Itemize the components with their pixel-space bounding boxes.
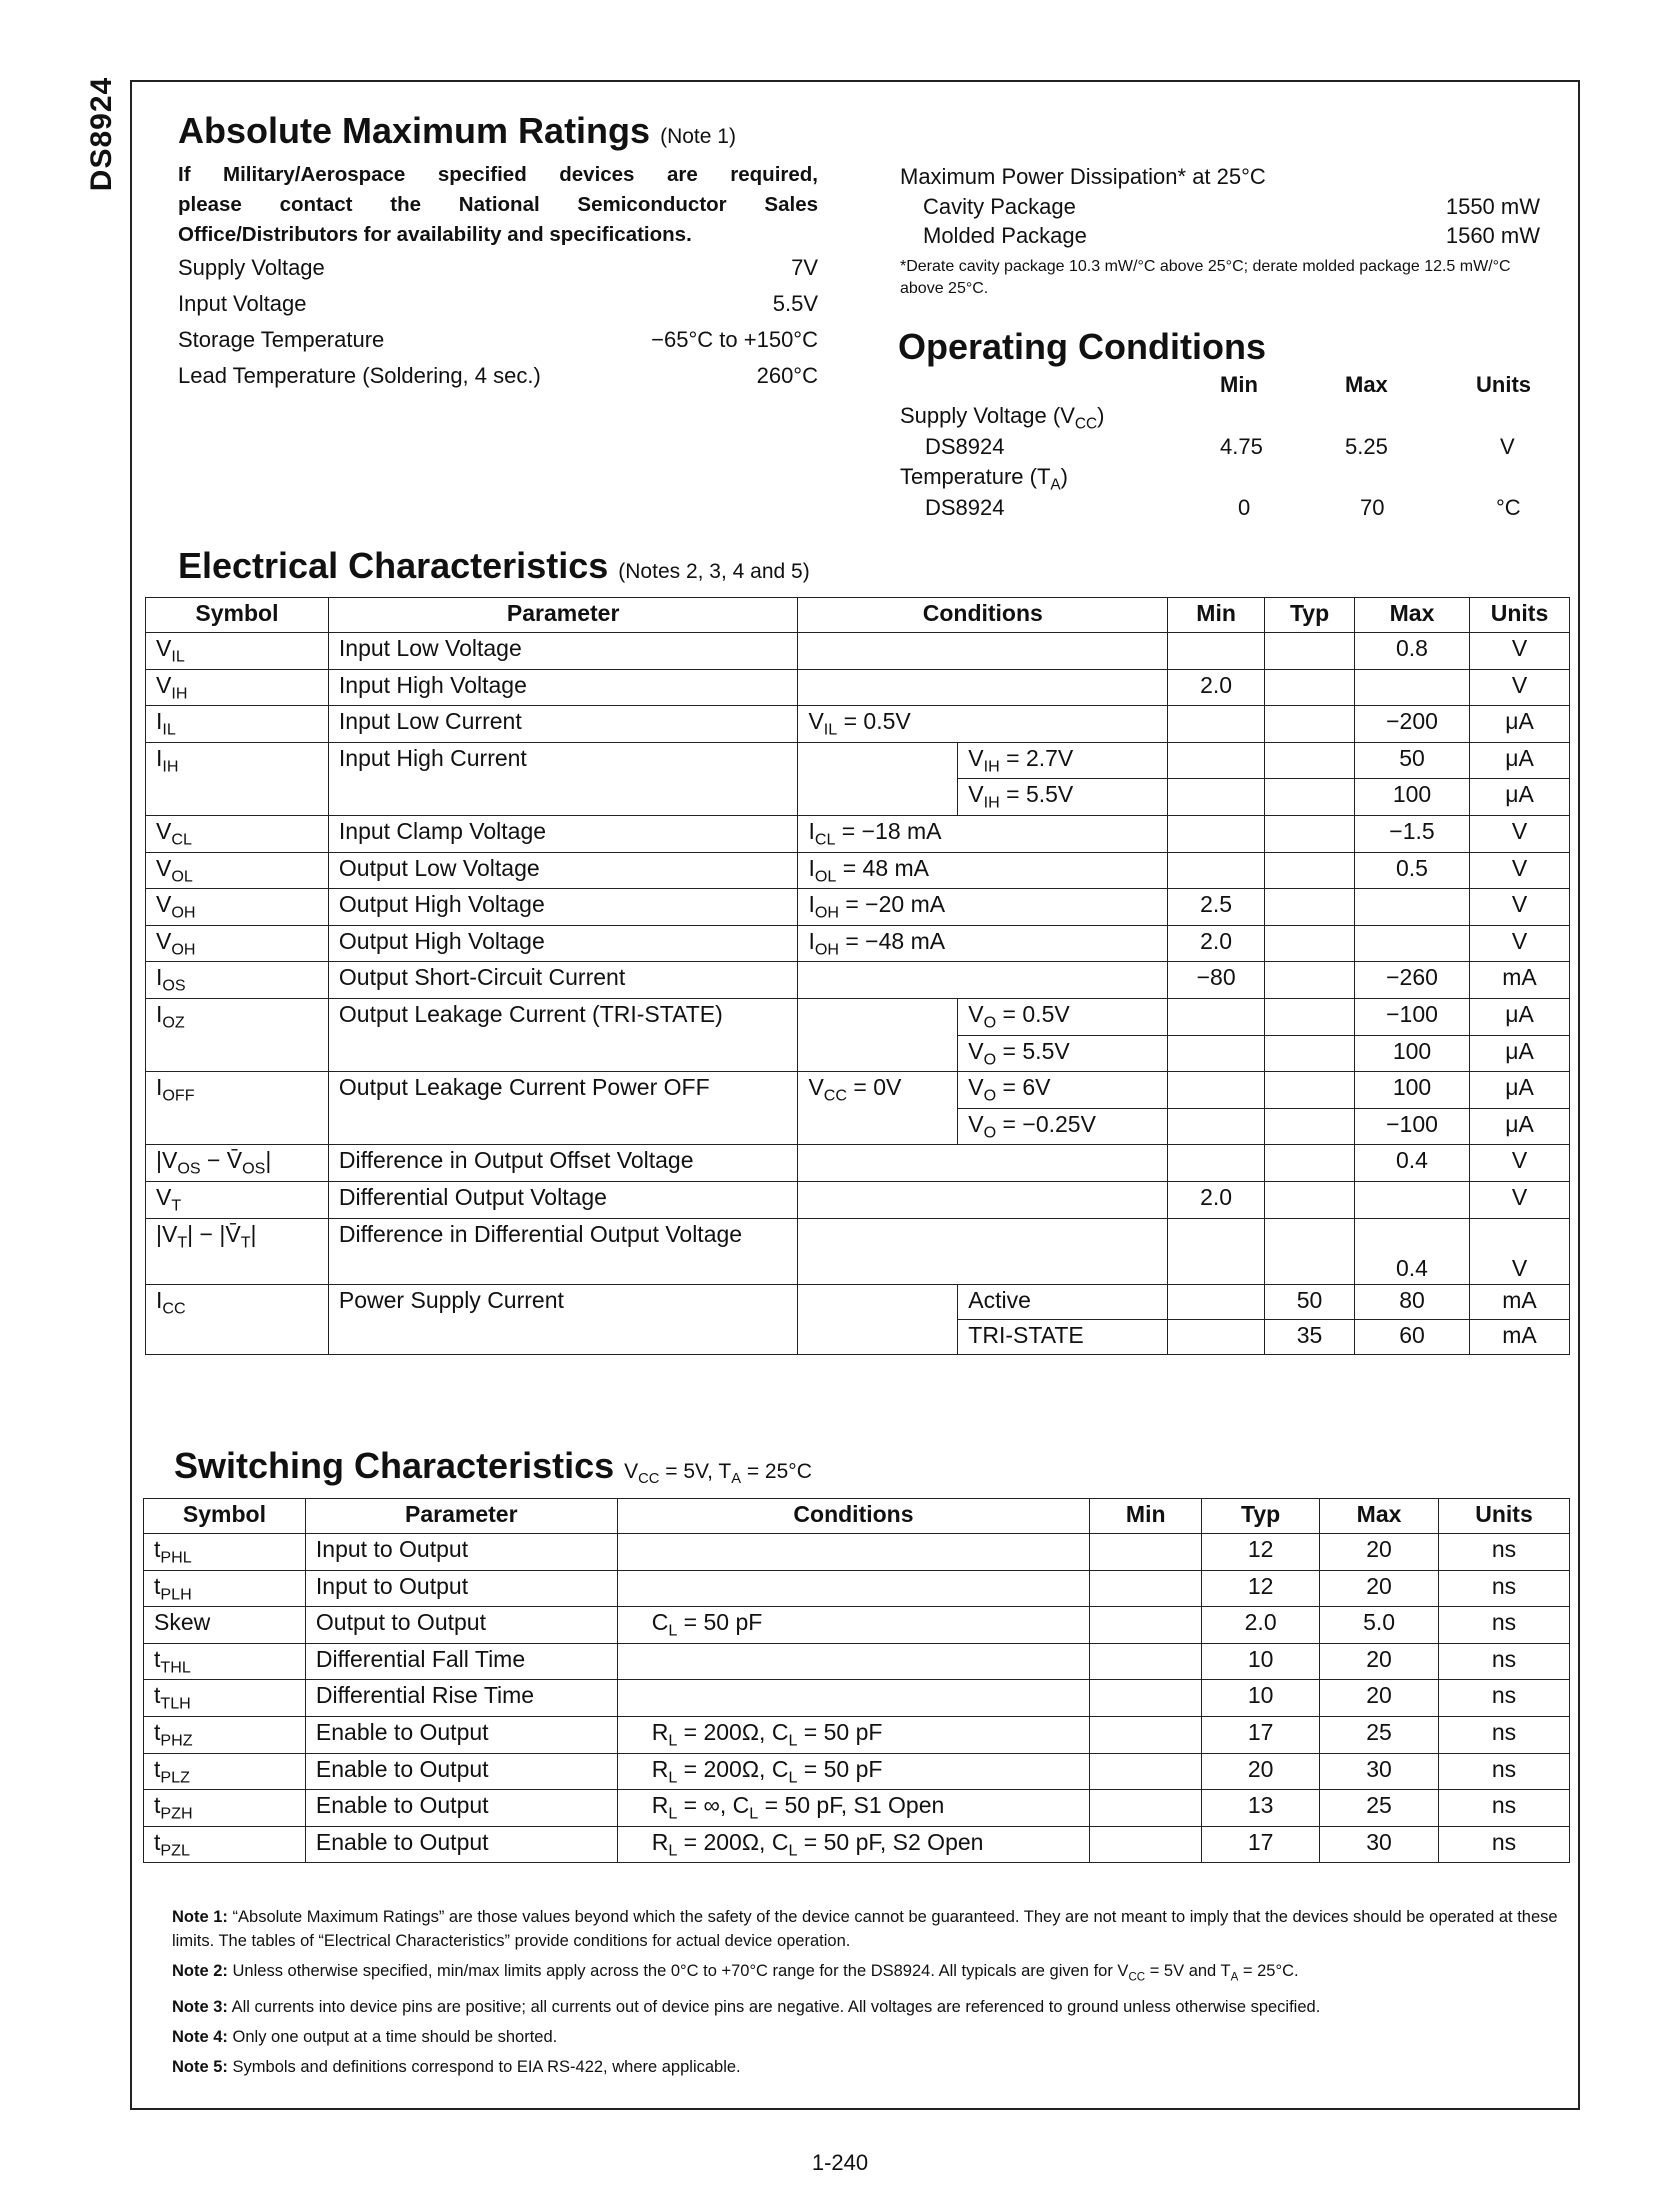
table-row [146, 1284, 1570, 1319]
conditions: $V_{IH} = 5.5V$ [958, 779, 1168, 816]
op-supply-device: DS8924 [925, 434, 1005, 459]
min [1168, 1284, 1265, 1319]
units: μA [1469, 1035, 1569, 1072]
units: ns [1439, 1753, 1570, 1790]
symbol: $t_{PHL}$ [144, 1534, 306, 1571]
table-row [146, 925, 1570, 962]
symbol: $V_T$ [146, 1181, 329, 1218]
units: V [1469, 1145, 1569, 1182]
max [1355, 669, 1470, 706]
sw-h-conditions: Conditions [617, 1499, 1090, 1534]
footnote: Note 2: Unless otherwise specified, min/max limits apply across the 0°C to +70°C range for the DS8924. All typicals are given for $V_{CC} = 5V$ and $T_A = 25^\circ C$. [172, 1962, 1299, 1984]
units: mA [1469, 962, 1569, 999]
typ [1265, 1108, 1355, 1145]
conditions: $V_O = 6V$ [958, 1072, 1168, 1109]
table-row [146, 633, 1570, 670]
units: V [1469, 633, 1569, 670]
max: 30 [1320, 1826, 1439, 1863]
min: 2.0 [1168, 669, 1265, 706]
conditions [798, 1145, 1168, 1182]
ec-h-max: Max [1355, 598, 1470, 633]
table-row [144, 1716, 1570, 1753]
table-row [146, 742, 1570, 779]
amr-heading: Absolute Maximum Ratings (Note 1) [178, 110, 736, 151]
parameter: Input High Current [328, 742, 798, 815]
typ [1265, 1072, 1355, 1109]
sw-header-row [144, 1499, 1570, 1534]
typ [1265, 1181, 1355, 1218]
parameter: Differential Fall Time [305, 1643, 617, 1680]
min [1168, 1035, 1265, 1072]
max: 100 [1355, 779, 1470, 816]
conditions [798, 1218, 1168, 1284]
max: 20 [1320, 1680, 1439, 1717]
min [1168, 1145, 1265, 1182]
min [1090, 1643, 1202, 1680]
amr-item-value: 260°C [756, 363, 818, 388]
min [1168, 633, 1265, 670]
op-header-min: Min [1220, 372, 1258, 397]
table-row [144, 1607, 1570, 1644]
min [1168, 779, 1265, 816]
symbol: $I_{IL}$ [146, 706, 329, 743]
conditions: TRI-STATE [958, 1319, 1168, 1354]
conditions [798, 1181, 1168, 1218]
footnote: Note 3: All currents into device pins are positive; all currents out of device pins are negative. All voltages are referenced to ground unless otherwise specified. [172, 1998, 1321, 2017]
footnote: Note 1: “Absolute Maximum Ratings” are those values beyond which the safety of the device cannot be guaranteed. They are not meant to imply that the devices should be operated at these limits. The tables of “Electrical Characteristics” provide conditions for actual device operation. [172, 1908, 1558, 1950]
typ: 35 [1265, 1319, 1355, 1354]
units: V [1469, 1181, 1569, 1218]
parameter: Input High Voltage [328, 669, 798, 706]
conditions [798, 998, 958, 1071]
typ [1265, 1145, 1355, 1182]
symbol: $|V_{OS}$ − $V̄_{OS}|$ [146, 1145, 329, 1182]
amr-item-value: 5.5V [772, 291, 818, 316]
parameter: Enable to Output [305, 1790, 617, 1827]
parameter: Output Leakage Current Power OFF [328, 1072, 798, 1145]
op-temp-device: DS8924 [925, 495, 1005, 520]
sw-h-min: Min [1090, 1499, 1202, 1534]
table-row [144, 1570, 1570, 1607]
symbol: $t_{PZL}$ [144, 1826, 306, 1863]
conditions [798, 742, 958, 815]
min: 2.0 [1168, 925, 1265, 962]
parameter: Difference in Differential Output Voltage [328, 1218, 798, 1284]
max: 60 [1355, 1319, 1470, 1354]
symbol: $V_{OH}$ [146, 889, 329, 926]
parameter: Output High Voltage [328, 889, 798, 926]
conditions: $R_L = 200\Omega$, $C_L = 50$ pF, S2 Open [617, 1826, 1090, 1863]
max: −260 [1355, 962, 1470, 999]
typ [1265, 633, 1355, 670]
typ: 2.0 [1202, 1607, 1320, 1644]
min: −80 [1168, 962, 1265, 999]
min [1168, 1108, 1265, 1145]
typ: 17 [1202, 1716, 1320, 1753]
min [1090, 1753, 1202, 1790]
parameter: Enable to Output [305, 1716, 617, 1753]
typ [1265, 1218, 1355, 1284]
parameter: Input to Output [305, 1534, 617, 1571]
parameter: Output to Output [305, 1607, 617, 1644]
min [1168, 998, 1265, 1035]
conditions [617, 1680, 1090, 1717]
min [1090, 1826, 1202, 1863]
conditions: $I_{OL} = 48$ mA [798, 852, 1168, 889]
conditions [798, 1284, 958, 1354]
dissipation-item-label: Molded Package [923, 223, 1087, 248]
typ [1265, 706, 1355, 743]
min [1168, 742, 1265, 779]
conditions: $V_{IH} = 2.7V$ [958, 742, 1168, 779]
conditions: $R_L = 200\Omega$, $C_L = 50$ pF [617, 1716, 1090, 1753]
units: mA [1469, 1284, 1569, 1319]
max: 50 [1355, 742, 1470, 779]
dissipation-footnote: *Derate cavity package 10.3 mW/°C above 25°C; derate molded package 12.5 mW/°C above 25°C. [900, 258, 1511, 297]
op-temp-min: 0 [1238, 495, 1251, 520]
symbol: $V_{OL}$ [146, 852, 329, 889]
parameter: Output Short-Circuit Current [328, 962, 798, 999]
op-header-units: Units [1476, 372, 1531, 397]
dissipation-item-value: 1560 mW [1445, 223, 1540, 248]
max: −100 [1355, 998, 1470, 1035]
parameter: Differential Rise Time [305, 1680, 617, 1717]
max [1355, 1181, 1470, 1218]
typ [1265, 962, 1355, 999]
max: 0.5 [1355, 852, 1470, 889]
max: 0.4 [1355, 1218, 1470, 1284]
amr-item-label: Supply Voltage [178, 255, 325, 280]
conditions [798, 962, 1168, 999]
conditions [617, 1570, 1090, 1607]
units: μA [1469, 779, 1569, 816]
units: V [1469, 815, 1569, 852]
min [1090, 1680, 1202, 1717]
side-part-label: DS8924 [85, 76, 118, 192]
max: 25 [1320, 1716, 1439, 1753]
symbol: $V_{IL}$ [146, 633, 329, 670]
table-row [146, 852, 1570, 889]
typ [1265, 815, 1355, 852]
typ [1265, 998, 1355, 1035]
ec-header-row [146, 598, 1570, 633]
typ: 13 [1202, 1790, 1320, 1827]
symbol: $I_{OZ}$ [146, 998, 329, 1071]
typ [1265, 1035, 1355, 1072]
typ [1265, 852, 1355, 889]
units: V [1469, 852, 1569, 889]
sw-h-max: Max [1320, 1499, 1439, 1534]
amr-item-label: Storage Temperature [178, 327, 385, 352]
max: 20 [1320, 1534, 1439, 1571]
operating-heading: Operating Conditions [898, 326, 1266, 367]
table-row [146, 998, 1570, 1035]
max [1355, 925, 1470, 962]
max: 5.0 [1320, 1607, 1439, 1644]
units: ns [1439, 1790, 1570, 1827]
conditions [798, 669, 1168, 706]
parameter: Input Low Voltage [328, 633, 798, 670]
ec-h-typ: Typ [1265, 598, 1355, 633]
symbol: $|V_T|$ − $|V̄_T|$ [146, 1218, 329, 1284]
units: V [1469, 925, 1569, 962]
parameter: Input to Output [305, 1570, 617, 1607]
dissipation-title: Maximum Power Dissipation* at 25°C [900, 164, 1266, 189]
min [1090, 1534, 1202, 1571]
symbol: $V_{IH}$ [146, 669, 329, 706]
parameter: Differential Output Voltage [328, 1181, 798, 1218]
amr-item-label: Lead Temperature (Soldering, 4 sec.) [178, 363, 541, 388]
min [1168, 706, 1265, 743]
table-row [146, 706, 1570, 743]
op-temp-max: 70 [1360, 495, 1385, 520]
units: μA [1469, 1108, 1569, 1145]
max: 80 [1355, 1284, 1470, 1319]
max: 100 [1355, 1035, 1470, 1072]
ec-h-units: Units [1469, 598, 1569, 633]
table-row [146, 1072, 1570, 1109]
symbol: $t_{TLH}$ [144, 1680, 306, 1717]
typ: 17 [1202, 1826, 1320, 1863]
sw-h-typ: Typ [1202, 1499, 1320, 1534]
conditions: $R_L = 200\Omega$, $C_L = 50$ pF [617, 1753, 1090, 1790]
units: μA [1469, 742, 1569, 779]
units: V [1469, 1218, 1569, 1284]
table-row [144, 1534, 1570, 1571]
page-number: 1-240 [811, 2150, 869, 2175]
parameter: Input Clamp Voltage [328, 815, 798, 852]
footnotes [172, 1905, 1572, 2085]
op-supply-units: V [1500, 434, 1515, 459]
symbol: $I_{CC}$ [146, 1284, 329, 1354]
symbol: $I_{IH}$ [146, 742, 329, 815]
ec-h-conditions: Conditions [798, 598, 1168, 633]
units: V [1469, 669, 1569, 706]
max: −200 [1355, 706, 1470, 743]
typ: 20 [1202, 1753, 1320, 1790]
table-row [146, 889, 1570, 926]
symbol: $I_{OS}$ [146, 962, 329, 999]
units: μA [1469, 1072, 1569, 1109]
symbol: Skew [144, 1607, 306, 1644]
table-row [146, 1218, 1570, 1284]
footnote: Note 5: Symbols and definitions correspond to EIA RS-422, where applicable. [172, 2058, 741, 2077]
max: 0.4 [1355, 1145, 1470, 1182]
symbol: $t_{PZH}$ [144, 1790, 306, 1827]
typ [1265, 742, 1355, 779]
conditions: $V_{CC} = 0V$ [798, 1072, 958, 1145]
conditions: $I_{OH} = -48$ mA [798, 925, 1168, 962]
table-row [144, 1790, 1570, 1827]
symbol: $I_{OFF}$ [146, 1072, 329, 1145]
parameter: Enable to Output [305, 1753, 617, 1790]
units: μA [1469, 706, 1569, 743]
parameter: Enable to Output [305, 1826, 617, 1863]
min [1168, 1072, 1265, 1109]
amr-item-value: 7V [791, 255, 818, 280]
ec-h-symbol: Symbol [146, 598, 329, 633]
sw-h-parameter: Parameter [305, 1499, 617, 1534]
amr-item-label: Input Voltage [178, 291, 307, 316]
min [1168, 852, 1265, 889]
table-row [144, 1680, 1570, 1717]
conditions: $V_O = 5.5V$ [958, 1035, 1168, 1072]
min [1168, 815, 1265, 852]
op-header-max: Max [1345, 372, 1388, 397]
symbol: $V_{CL}$ [146, 815, 329, 852]
typ: 10 [1202, 1643, 1320, 1680]
conditions [617, 1643, 1090, 1680]
parameter: Difference in Output Offset Voltage [328, 1145, 798, 1182]
op-supply-max: 5.25 [1345, 434, 1388, 459]
op-supply-label: Supply Voltage $(V_{CC})$ [900, 403, 1105, 433]
parameter: Output Low Voltage [328, 852, 798, 889]
table-row [144, 1753, 1570, 1790]
max [1355, 889, 1470, 926]
op-supply-min: 4.75 [1220, 434, 1263, 459]
dissipation-item-label: Cavity Package [923, 194, 1076, 219]
max: 0.8 [1355, 633, 1470, 670]
table-row [144, 1643, 1570, 1680]
typ [1265, 925, 1355, 962]
max: 20 [1320, 1643, 1439, 1680]
max: 20 [1320, 1570, 1439, 1607]
electrical-heading: Electrical Characteristics (Notes 2, 3, 4 and 5) [178, 545, 810, 586]
conditions: $I_{OH} = -20$ mA [798, 889, 1168, 926]
max: 30 [1320, 1753, 1439, 1790]
ec-h-parameter: Parameter [328, 598, 798, 633]
military-note: If Military/Aerospace specified devices are required, please contact the National Semiconductor Sales Office/Distributors for availability and specifications. [178, 163, 818, 246]
op-temp-units: °C [1496, 495, 1521, 520]
max: −1.5 [1355, 815, 1470, 852]
max: 100 [1355, 1072, 1470, 1109]
min: 2.0 [1168, 1181, 1265, 1218]
symbol: $t_{THL}$ [144, 1643, 306, 1680]
table-row [146, 669, 1570, 706]
conditions: $V_{IL} = 0.5V$ [798, 706, 1168, 743]
typ: 10 [1202, 1680, 1320, 1717]
table-row [146, 962, 1570, 999]
units: ns [1439, 1534, 1570, 1571]
sw-h-symbol: Symbol [144, 1499, 306, 1534]
table-row [144, 1826, 1570, 1863]
parameter: Input Low Current [328, 706, 798, 743]
units: V [1469, 889, 1569, 926]
min [1168, 1218, 1265, 1284]
conditions: $R_L$ = ∞, $C_L = 50$ pF, S1 Open [617, 1790, 1090, 1827]
min [1090, 1716, 1202, 1753]
conditions: Active [958, 1284, 1168, 1319]
symbol: $V_{OH}$ [146, 925, 329, 962]
table-row [146, 1145, 1570, 1182]
conditions: $I_{CL} = -18$ mA [798, 815, 1168, 852]
typ: 12 [1202, 1570, 1320, 1607]
typ [1265, 779, 1355, 816]
symbol: $t_{PHZ}$ [144, 1716, 306, 1753]
amr-item-value: −65°C to +150°C [651, 327, 818, 352]
typ: 50 [1265, 1284, 1355, 1319]
parameter: Output Leakage Current (TRI-STATE) [328, 998, 798, 1071]
symbol: $t_{PLH}$ [144, 1570, 306, 1607]
units: μA [1469, 998, 1569, 1035]
units: mA [1469, 1319, 1569, 1354]
ec-h-min: Min [1168, 598, 1265, 633]
units: ns [1439, 1607, 1570, 1644]
typ: 12 [1202, 1534, 1320, 1571]
symbol: $t_{PLZ}$ [144, 1753, 306, 1790]
sw-h-units: Units [1439, 1499, 1570, 1534]
typ [1265, 669, 1355, 706]
switching-table [143, 1498, 1570, 1863]
table-row [146, 815, 1570, 852]
parameter: Output High Voltage [328, 925, 798, 962]
units: ns [1439, 1826, 1570, 1863]
min [1090, 1790, 1202, 1827]
min [1090, 1607, 1202, 1644]
electrical-table [145, 597, 1570, 1355]
units: ns [1439, 1716, 1570, 1753]
units: ns [1439, 1643, 1570, 1680]
units: ns [1439, 1680, 1570, 1717]
conditions: $V_O = 0.5V$ [958, 998, 1168, 1035]
units: ns [1439, 1570, 1570, 1607]
min [1090, 1570, 1202, 1607]
conditions: $V_O = -0.25V$ [958, 1108, 1168, 1145]
table-row [146, 1181, 1570, 1218]
min [1168, 1319, 1265, 1354]
footnote: Note 4: Only one output at a time should be shorted. [172, 2028, 558, 2047]
conditions [798, 633, 1168, 670]
conditions: $C_L = 50$ pF [617, 1607, 1090, 1644]
max: −100 [1355, 1108, 1470, 1145]
switching-heading: Switching Characteristics $V_{CC} = 5V$, $T_A = 25^\circ C$ [174, 1445, 812, 1488]
typ [1265, 889, 1355, 926]
min: 2.5 [1168, 889, 1265, 926]
dissipation-item-value: 1550 mW [1445, 194, 1540, 219]
parameter: Power Supply Current [328, 1284, 798, 1354]
max: 25 [1320, 1790, 1439, 1827]
conditions [617, 1534, 1090, 1571]
op-temp-label: Temperature $(T_A)$ [900, 464, 1068, 494]
